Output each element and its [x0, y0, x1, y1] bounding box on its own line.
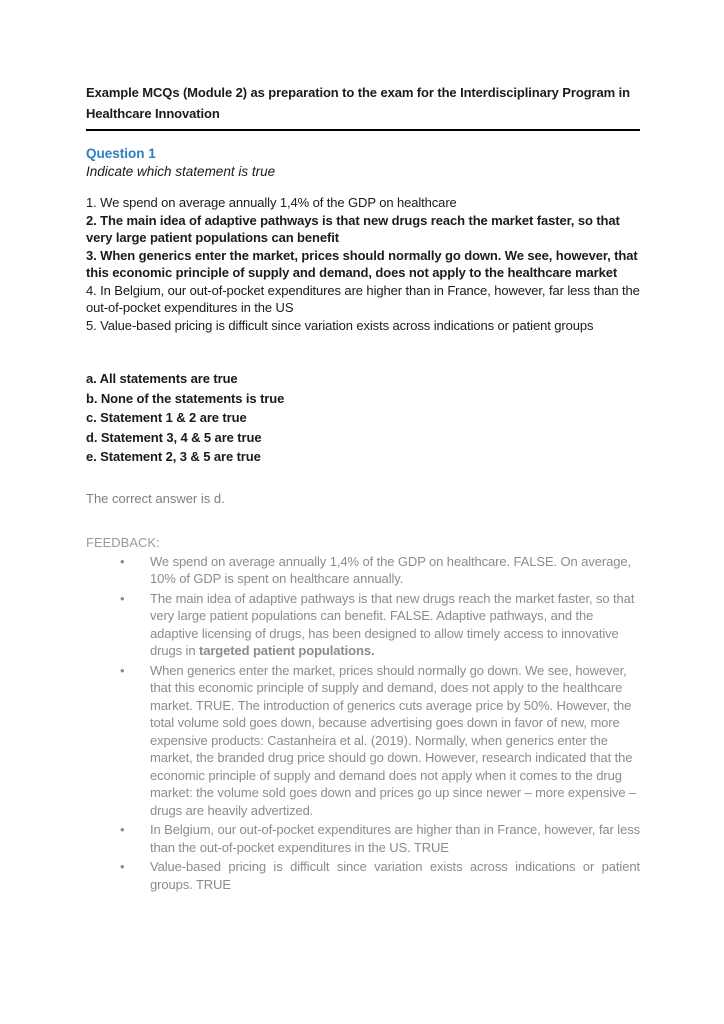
feedback-item: • We spend on average annually 1,4% of the GDP on healthcare. FALSE. On average, 10% of GDP is spent on healthcare annually. — [150, 553, 640, 588]
answer-option: a. All statements are true — [86, 371, 238, 386]
statements-list — [86, 194, 640, 334]
answer-option: b. None of the statements is true — [86, 390, 285, 406]
feedback-item: • Value-based pricing is difficult since variation exists across indications or patient groups. TRUE — [150, 858, 640, 893]
answer-option: c. Statement 1 & 2 are true — [86, 410, 247, 425]
feedback-bold-phrase: targeted patient populations. — [198, 643, 375, 658]
statement-line: 4. In Belgium, our out-of-pocket expenditures are higher than in France, however, far less than the out-of-pocket expenditures in the US — [86, 282, 640, 315]
feedback-item: • In Belgium, our out-of-pocket expenditures are higher than in France, however, far less than the out-of-pocket expenditures in the US. TRUE — [150, 821, 640, 856]
answer-option: e. Statement 2, 3 & 5 are true — [86, 449, 261, 464]
question-heading: Question 1 — [86, 146, 156, 161]
feedback-item: • When generics enter the market, prices should normally go down. We see, however, that this economic principle of supply and demand, does not apply to the healthcare market. TRUE. The introduction of generics cuts average price by 50%. However, the total volume sold goes down, because advertising goes down in favor of new, more expensive products: Castanheira et al. (2019). Normally, when generics enter the market, the branded drug price should go down. However, research indicated that the economic principle of supply and demand does not apply when it comes to the drug market: the volume sold goes down and prices go up since newer – more expensive – drugs are heavily advertized. — [150, 662, 640, 820]
correct-answer-text: The correct answer is d. — [86, 490, 225, 506]
document-title: Example MCQs (Module 2) as preparation to the exam for the Interdisciplinary Program in Healthcare Innovation — [86, 82, 640, 131]
feedback-label: FEEDBACK: — [86, 534, 160, 550]
answer-option: d. Statement 3, 4 & 5 are true — [86, 429, 262, 445]
statement-line: 5. Value-based pricing is difficult since variation exists across indications or patient groups — [86, 317, 594, 333]
statement-line: 2. The main idea of adaptive pathways is that new drugs reach the market faster, so that very large patient populations can benefit — [86, 212, 620, 245]
statement-line: 1. We spend on average annually 1,4% of the GDP on healthcare — [86, 195, 457, 210]
feedback-list — [86, 553, 640, 894]
statement-line: 3. When generics enter the market, prices should normally go down. We see, however, that this economic principle of supply and demand, does not apply to the healthcare market — [86, 247, 638, 280]
question-prompt: Indicate which statement is true — [86, 164, 276, 179]
options-list — [86, 369, 640, 467]
feedback-item: • The main idea of adaptive pathways is that new drugs reach the market faster, so that very large patient populations can benefit. FALSE. Adaptive pathways, and the adaptive licensing of drugs, has been designed to allow timely access to innovative drugs in targeted patient populations. — [150, 590, 640, 660]
